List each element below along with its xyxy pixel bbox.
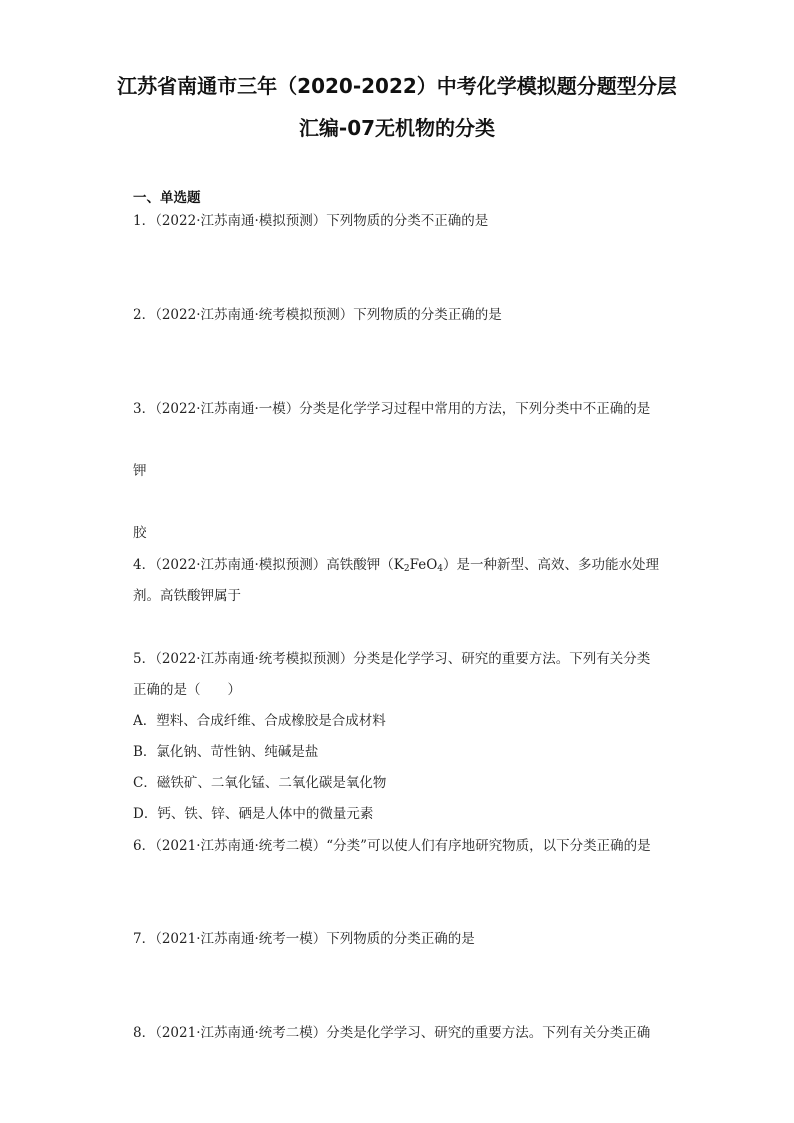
question-4-stem-continued: 剂。高铁酸钾属于	[133, 588, 241, 604]
question-6-stem: 6．（2021·江苏南通·统考二模）“分类”可以使人们有序地研究物质，以下分类正确的是	[133, 838, 651, 854]
question-4-stem: 4．（2022·江苏南通·模拟预测）高铁酸钾$(K_2FeO_4)$是一种新型、高效、多功能水处理	[133, 557, 660, 574]
question-3-stem: 3．（2022·江苏南通·一模）分类是化学学习过程中常用的方法，下列分类中不正确的是	[133, 401, 651, 417]
question-7-stem: 7．（2021·江苏南通·统考一模）下列物质的分类正确的是	[133, 931, 475, 947]
question-5-option-c: C．磁铁矿、二氧化锰、二氧化碳是氧化物	[133, 775, 387, 791]
document-title-line-1: 江苏省南通市三年（2020-2022）中考化学模拟题分题型分层	[117, 74, 677, 98]
question-2-stem: 2．（2022·江苏南通·统考模拟预测）下列物质的分类正确的是	[133, 307, 502, 323]
section-heading: 一、单选题	[133, 190, 201, 206]
question-8-stem: 8．（2021·江苏南通·统考二模）分类是化学学习、研究的重要方法。下列有关分类正确	[133, 1025, 651, 1041]
question-3-option-d-continued: 胶	[133, 525, 147, 541]
question-5-option-d: D．钙、铁、锌、硒是人体中的微量元素	[133, 806, 374, 822]
question-5-option-b: B．氯化钠、苛性钠、纯碱是盐	[133, 744, 319, 760]
question-5-stem-continued: 正确的是（ ）	[133, 682, 241, 698]
document-title-line-2: 汇编-07无机物的分类	[298, 116, 496, 140]
question-5-stem: 5．（2022·江苏南通·统考模拟预测）分类是化学学习、研究的重要方法。下列有关分类	[133, 651, 651, 667]
question-3-option-b-continued: 钾	[133, 463, 147, 479]
question-5-option-a: A．塑料、合成纤维、合成橡胶是合成材料	[133, 713, 386, 729]
question-1-stem: 1．（2022·江苏南通·模拟预测）下列物质的分类不正确的是	[133, 213, 489, 229]
